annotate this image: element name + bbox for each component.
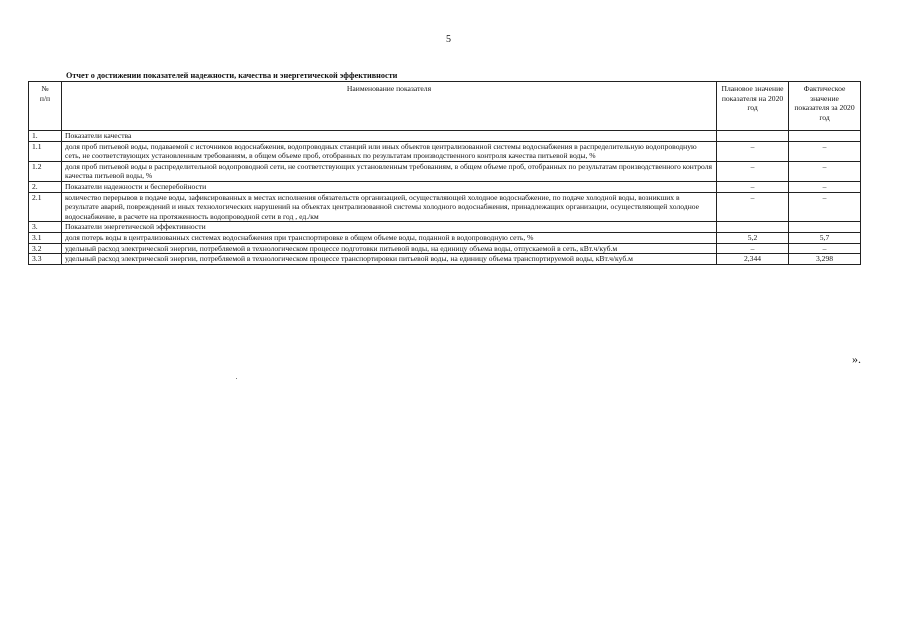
table-row bbox=[29, 232, 861, 243]
row-plan-value: – bbox=[717, 181, 789, 192]
row-number: 3.2 bbox=[29, 243, 62, 254]
row-fact-value: – bbox=[789, 181, 861, 192]
header-name: Наименование показателя bbox=[62, 82, 717, 131]
row-fact-value: – bbox=[789, 141, 861, 161]
row-number: 1.2 bbox=[29, 161, 62, 181]
table-row bbox=[29, 141, 861, 161]
row-number: 3.3 bbox=[29, 254, 62, 265]
table-row bbox=[29, 222, 861, 233]
row-fact-value: – bbox=[789, 161, 861, 181]
header-num-line2: п/п bbox=[39, 93, 51, 103]
table-row bbox=[29, 161, 861, 181]
row-indicator-name: Показатели надежности и бесперебойности bbox=[62, 181, 717, 192]
row-indicator-name: доля потерь воды в централизованных системах водоснабжения при транспортировке в общем объеме воды, поданной в водопроводную сеть, % bbox=[62, 232, 717, 243]
header-num-line1: № bbox=[41, 84, 49, 93]
table-row bbox=[29, 254, 861, 265]
row-indicator-name: удельный расход электрической энергии, потребляемой в технологическом процессе подготовки питьевой воды, на единицу объема воды, отпускаемой в сеть, кВт.ч/куб.м bbox=[62, 243, 717, 254]
page-number: 5 bbox=[446, 34, 451, 45]
report-title: Отчет о достижении показателей надежности, качества и энергетической эффективности bbox=[66, 71, 398, 80]
row-plan-value: 2,344 bbox=[717, 254, 789, 265]
row-plan-value: – bbox=[717, 192, 789, 222]
table-row bbox=[29, 243, 861, 254]
row-number: 2.1 bbox=[29, 192, 62, 222]
stray-dot bbox=[236, 378, 237, 379]
row-indicator-name: удельный расход электрической энергии, потребляемой в технологическом процессе транспортировки питьевой воды, на единицу объема транспортируемой воды, кВт.ч/куб.м bbox=[62, 254, 717, 265]
closing-mark: ». bbox=[852, 352, 861, 366]
row-plan-value bbox=[717, 222, 789, 233]
row-indicator-name: количество перерывов в подаче воды, зафиксированных в местах исполнения обязательств организацией, осуществляющей холодное водоснабжение, по подаче холодной воды, возникших в результате аварий, повреждений и иных технологических нарушений на объектах централизованной системы холодного водоснабжения, принадлежащих организации, осуществляющей холодное водоснабжение, в расчете на протяженность водопроводной сети в год , ед./км bbox=[62, 192, 717, 222]
row-indicator-name: Показатели качества bbox=[62, 131, 717, 142]
row-indicator-name: доля проб питьевой воды в распределительной водопроводной сети, не соответствующих установленным требованиям, в общем объеме проб, отобранных по результатам производственного контроля качества питьевой воды, % bbox=[62, 161, 717, 181]
row-fact-value: 3,298 bbox=[789, 254, 861, 265]
row-plan-value bbox=[717, 131, 789, 142]
row-number: 3. bbox=[29, 222, 62, 233]
row-number: 1. bbox=[29, 131, 62, 142]
table-header-row bbox=[29, 82, 861, 131]
row-fact-value: – bbox=[789, 192, 861, 222]
row-plan-value: – bbox=[717, 243, 789, 254]
table-row bbox=[29, 181, 861, 192]
header-fact: Фактическое значение показателя за 2020 год bbox=[789, 82, 861, 131]
table-row bbox=[29, 131, 861, 142]
row-plan-value: – bbox=[717, 141, 789, 161]
row-number: 1.1 bbox=[29, 141, 62, 161]
row-fact-value: – bbox=[789, 243, 861, 254]
row-number: 3.1 bbox=[29, 232, 62, 243]
row-plan-value: – bbox=[717, 161, 789, 181]
row-plan-value: 5,2 bbox=[717, 232, 789, 243]
indicators-table bbox=[28, 81, 861, 265]
table-body bbox=[29, 131, 861, 265]
table-row bbox=[29, 192, 861, 222]
row-indicator-name: Показатели энергетической эффективности bbox=[62, 222, 717, 233]
header-plan: Плановое значение показателя на 2020 год bbox=[717, 82, 789, 131]
header-num bbox=[29, 82, 62, 131]
row-fact-value bbox=[789, 131, 861, 142]
row-indicator-name: доля проб питьевой воды, подаваемой с источников водоснабжения, водопроводных станций или иных объектов централизованной системы водоснабжения в распределительную водопроводную сеть, не соответствующих установленным требованиям, в общем объеме проб, отобранных по результатам производственного контроля качества питьевой воды, % bbox=[62, 141, 717, 161]
row-fact-value: 5,7 bbox=[789, 232, 861, 243]
row-number: 2. bbox=[29, 181, 62, 192]
row-fact-value bbox=[789, 222, 861, 233]
